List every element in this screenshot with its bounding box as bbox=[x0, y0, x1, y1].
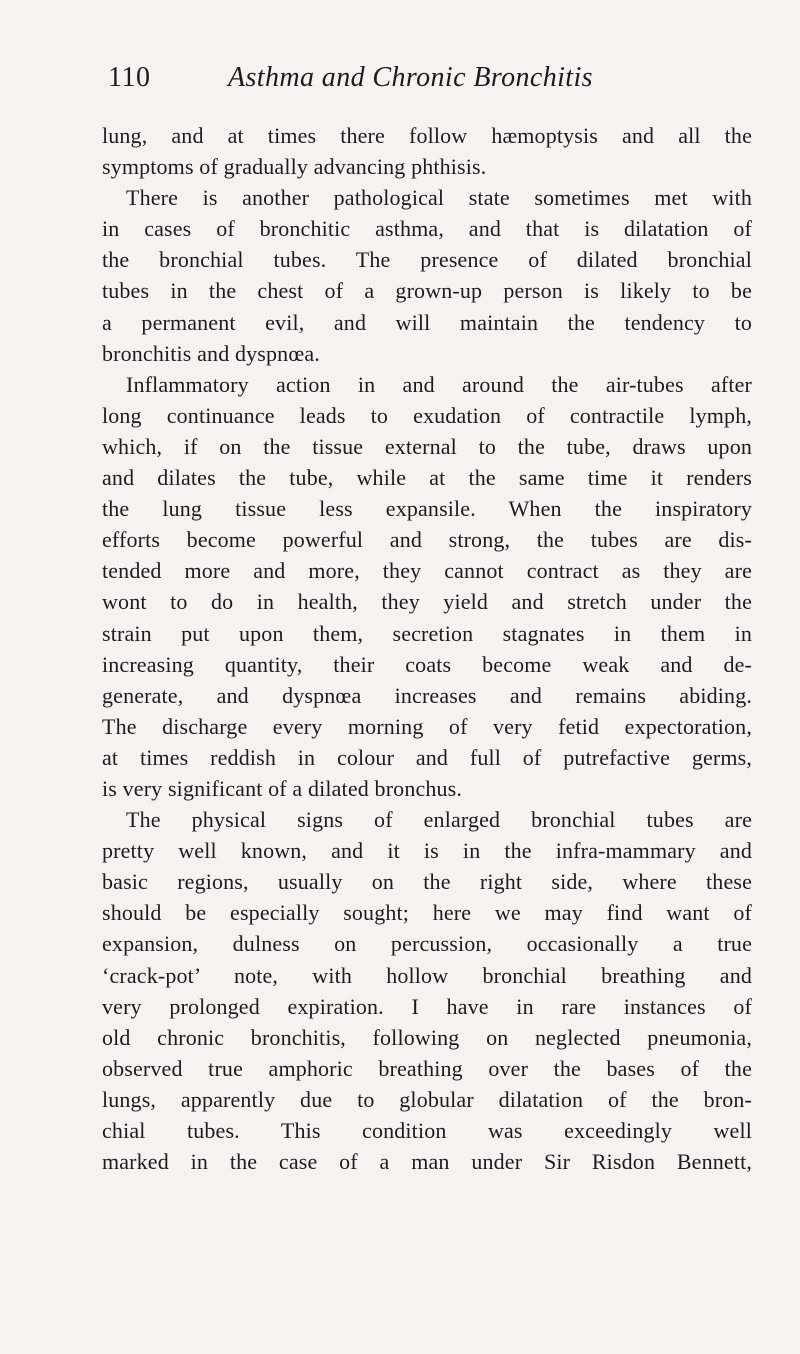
text-line: The discharge every morning of very fetid expectoration, bbox=[102, 713, 752, 739]
text-line: There is another pathological state sometimes met with bbox=[126, 185, 752, 211]
text-line: old chronic bronchitis, following on neglected pneumonia, bbox=[102, 1024, 752, 1050]
text-line: chial tubes. This condition was exceedingly well bbox=[102, 1118, 752, 1143]
text-line: long continuance leads to exudation of contractile lymph, bbox=[102, 402, 752, 428]
text-line: The physical signs of enlarged bronchial tubes are bbox=[126, 807, 752, 833]
text-line: in cases of bronchitic asthma, and that is dilatation of bbox=[102, 216, 752, 242]
text-line: at times reddish in colour and full of putrefactive germs, bbox=[102, 744, 752, 770]
text-line: expansion, dulness on percussion, occasionally a true bbox=[102, 931, 752, 957]
text-line: efforts become powerful and strong, the tubes are dis- bbox=[102, 527, 752, 553]
text-line: the bronchial tubes. The presence of dilated bronchial bbox=[102, 247, 752, 273]
text-line: a permanent evil, and will maintain the tendency to bbox=[102, 309, 752, 335]
text-line: tubes in the chest of a grown-up person is likely to be bbox=[102, 278, 752, 304]
text-line: the lung tissue less expansile. When the inspiratory bbox=[102, 496, 752, 522]
page-number: 110 bbox=[108, 62, 151, 93]
text-line: wont to do in health, they yield and stretch under the bbox=[102, 589, 752, 615]
body-text bbox=[102, 120, 752, 1177]
text-line: increasing quantity, their coats become weak and de- bbox=[102, 651, 752, 677]
running-head bbox=[102, 62, 742, 102]
text-line: lungs, apparently due to globular dilatation of the bron- bbox=[102, 1086, 752, 1112]
text-line: Inflammatory action in and around the air-tubes after bbox=[126, 371, 752, 397]
text-line: basic regions, usually on the right side, where these bbox=[102, 869, 752, 895]
text-line: is very significant of a dilated bronchus. bbox=[102, 775, 463, 801]
text-line: and dilates the tube, while at the same time it renders bbox=[102, 465, 752, 491]
text-line: very prolonged expiration. I have in rare instances of bbox=[102, 993, 752, 1019]
running-title: Asthma and Chronic Bronchitis bbox=[228, 62, 593, 93]
text-line: should be especially sought; here we may find want of bbox=[102, 900, 752, 926]
text-line: observed true amphoric breathing over the bases of the bbox=[102, 1055, 752, 1081]
text-line: ‘crack-pot’ note, with hollow bronchial breathing and bbox=[102, 962, 752, 988]
text-line: symptoms of gradually advancing phthisis. bbox=[102, 154, 487, 180]
text-line: marked in the case of a man under Sir Risdon Bennett, bbox=[102, 1149, 752, 1175]
text-line: generate, and dyspnœa increases and remains abiding. bbox=[102, 682, 752, 708]
text-line: tended more and more, they cannot contract as they are bbox=[102, 558, 752, 584]
text-line: lung, and at times there follow hæmoptysis and all the bbox=[102, 123, 752, 148]
text-line: strain put upon them, secretion stagnates in them in bbox=[102, 620, 752, 646]
text-line: pretty well known, and it is in the infra-mammary and bbox=[102, 838, 752, 864]
text-line: which, if on the tissue external to the tube, draws upon bbox=[102, 433, 752, 459]
text-line: bronchitis and dyspnœa. bbox=[102, 340, 320, 366]
